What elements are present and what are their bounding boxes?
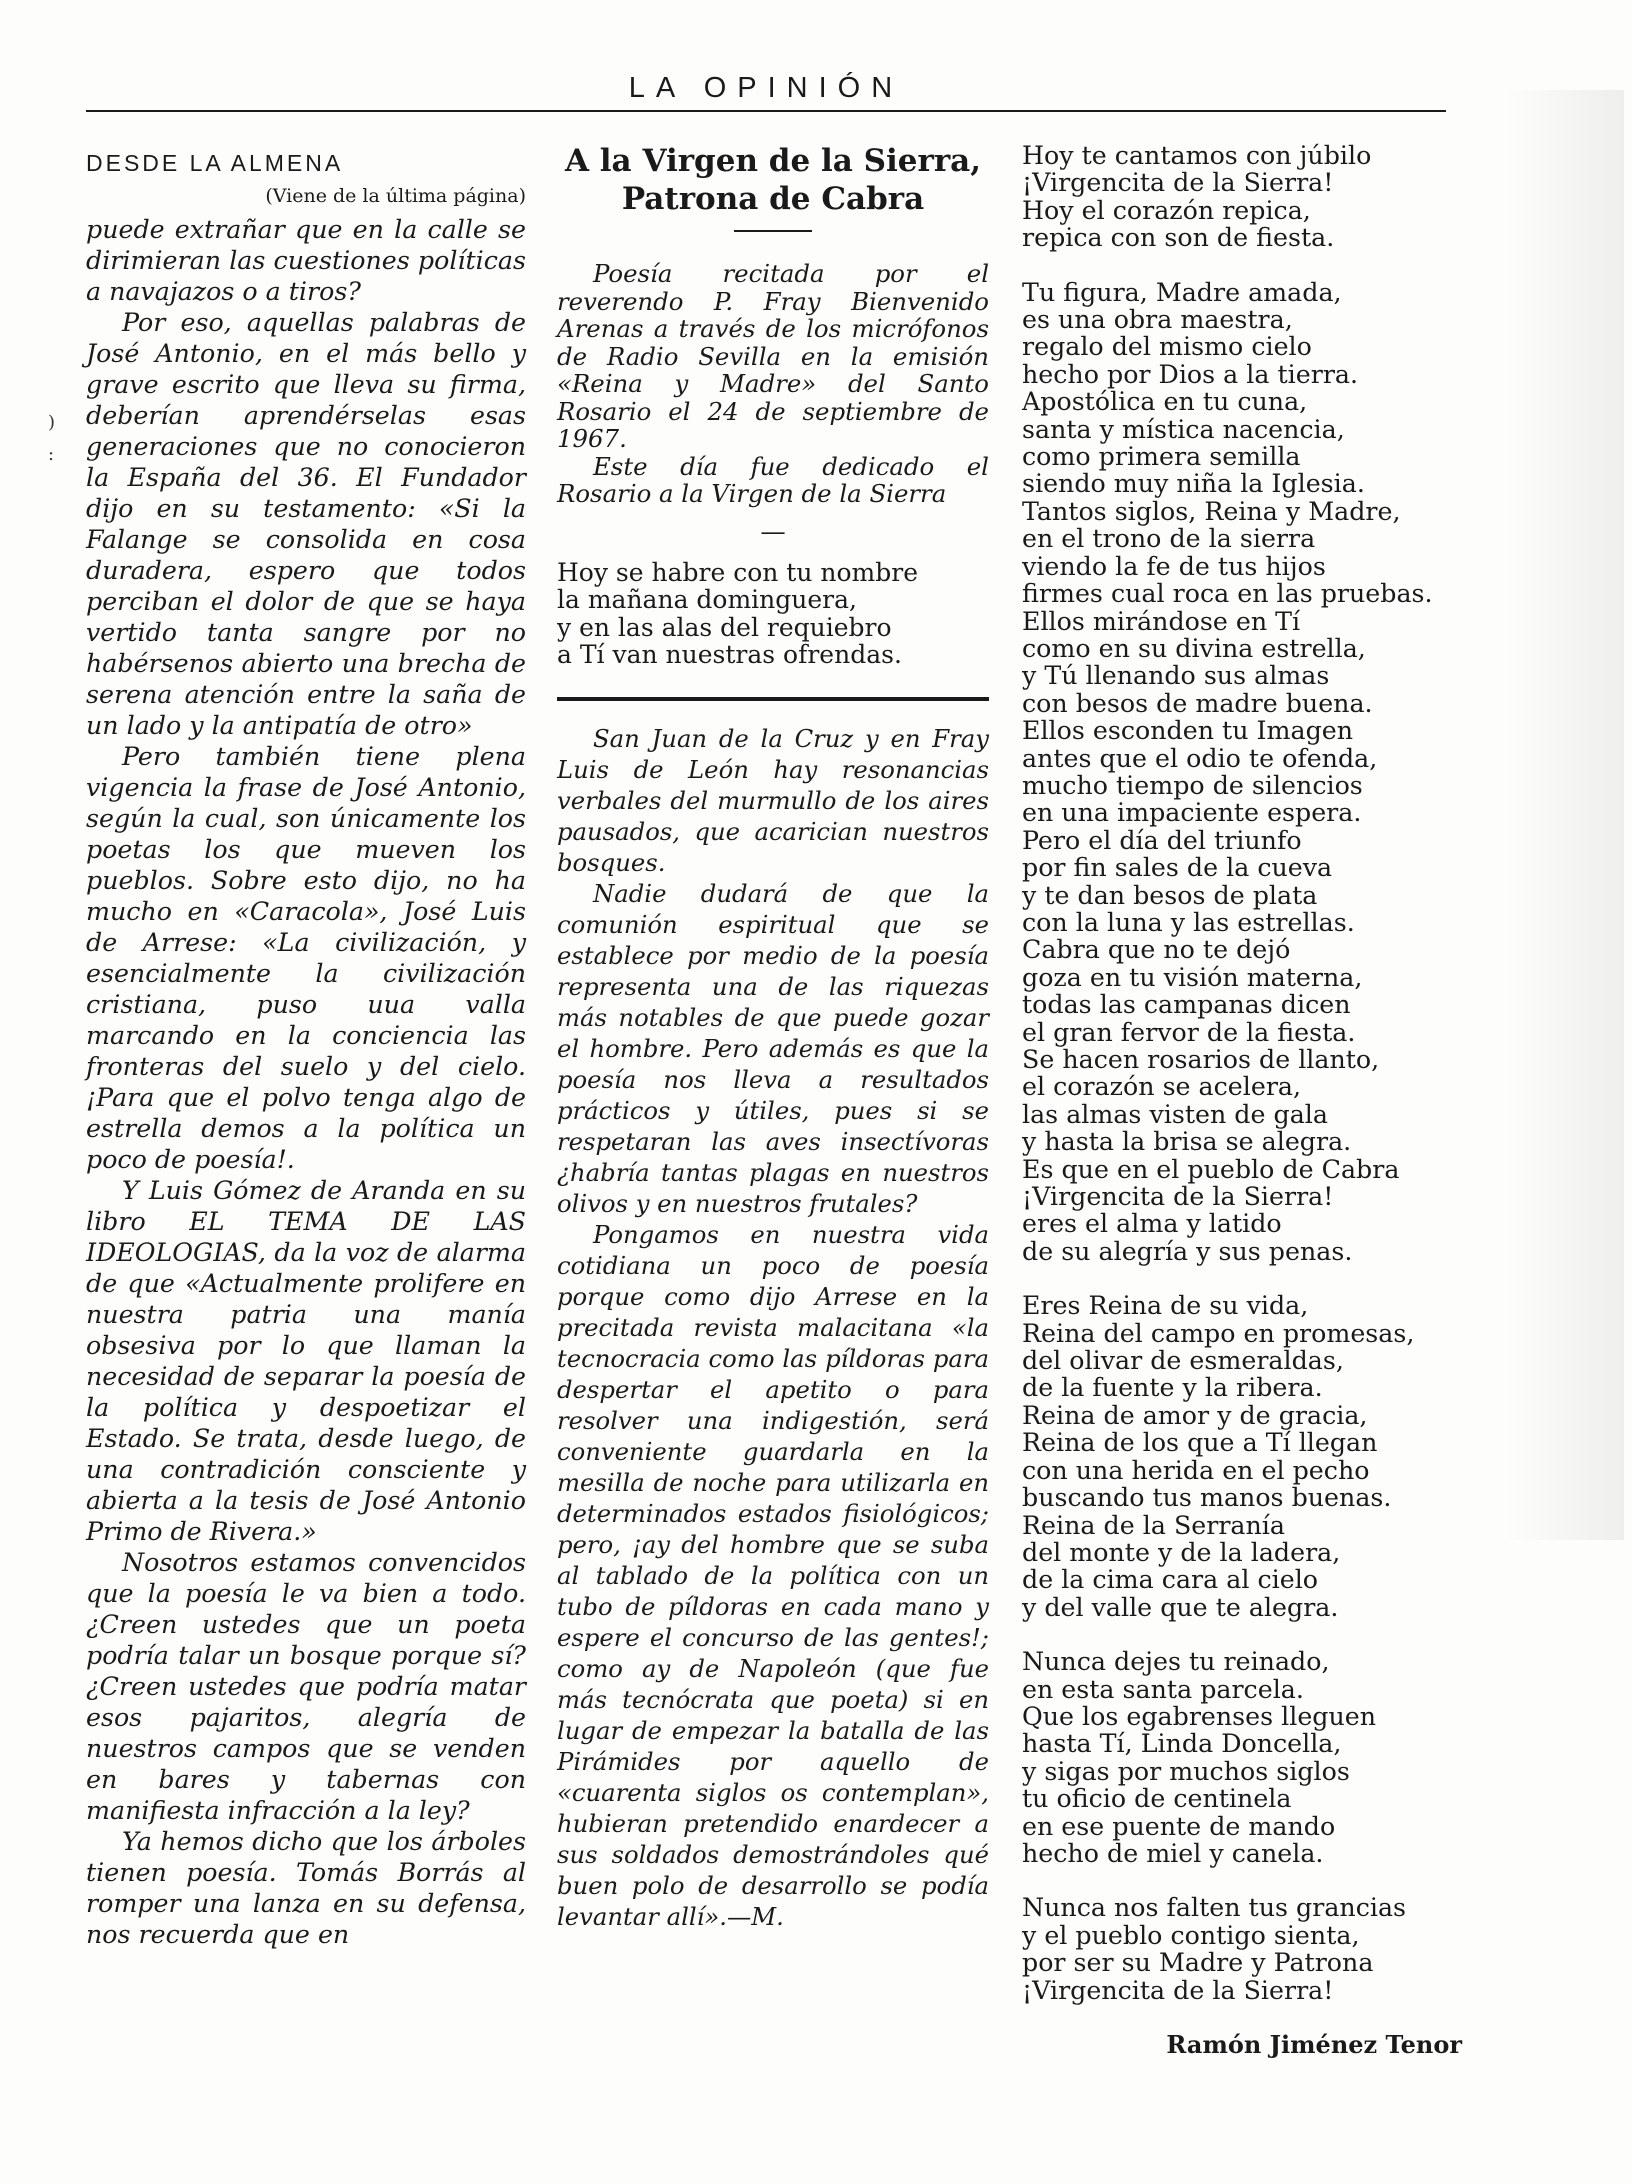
verse-line: y en las alas del requiebro <box>557 612 892 642</box>
poem-line: siendo muy niña la Iglesia. <box>1022 469 1365 499</box>
poem-line: firmes cual roca en las pruebas. <box>1022 579 1433 609</box>
poem-line: con una herida en el pecho <box>1022 1455 1370 1485</box>
poem-line: Nunca dejes tu reinado, <box>1022 1647 1330 1677</box>
paragraph: Nosotros estamos convencidos que la poesía le va bien a todo. ¿Creen ustedes que un poeta podría talar un bosque porque sí? ¿Creen ustedes que podría matar esos pajaritos, alegría de nuestros campos que se venden en bares y tabernas con manifiesta infracción a la ley? <box>86 1548 526 1825</box>
poem-line: de la cima cara al cielo <box>1022 1565 1319 1595</box>
title-line: Patrona de Cabra <box>621 181 925 217</box>
poem-line: y el pueblo contigo sienta, <box>1022 1920 1360 1950</box>
poem-line: eres el alma y latido <box>1022 1209 1282 1239</box>
poem-line: goza en tu visión materna, <box>1022 962 1363 992</box>
poem-line: ¡Virgencita de la Sierra! <box>1022 168 1334 198</box>
verse-line: a Tí van nuestras ofrendas. <box>557 640 902 669</box>
poem-line: y te dan besos de plata <box>1022 880 1318 910</box>
poem-line: Ellos mirándose en Tí <box>1022 606 1301 636</box>
section-kicker: DESDE LA ALMENA <box>86 150 344 176</box>
poem-line: las almas visten de gala <box>1022 1099 1328 1129</box>
poem-line: antes que el odio te ofenda, <box>1022 743 1378 773</box>
title-line: A la Virgen de la Sierra, <box>564 143 982 179</box>
poem-line: Eres Reina de su vida, <box>1022 1291 1309 1321</box>
poem-line: Es que en el pueblo de Cabra <box>1022 1154 1400 1184</box>
poem-signature: Ramón Jiménez Tenor <box>1166 2030 1462 2059</box>
margin-mark: : <box>48 444 55 465</box>
article-title <box>557 142 989 218</box>
poem-line: y hasta la brisa se alegra. <box>1022 1127 1352 1157</box>
poem-line: mucho tiempo de silencios <box>1022 770 1363 800</box>
poem-line: con besos de madre buena. <box>1022 688 1373 718</box>
margin-mark: ) <box>48 412 56 433</box>
poem-line: viendo la fe de tus hijos <box>1022 551 1326 581</box>
poem-line: de su alegría y sus penas. <box>1022 1236 1353 1266</box>
poem-line: el corazón se acelera, <box>1022 1072 1302 1102</box>
verse-line: la mañana dominguera, <box>557 585 857 614</box>
verse-line: Hoy se habre con tu nombre <box>557 557 918 587</box>
poem-line: en el trono de la sierra <box>1022 524 1316 554</box>
paragraph: puede extrañar que en la calle se dirimieran las cuestiones políticas a navajazos o a tiros? <box>86 215 526 306</box>
poem-line: buscando tus manos buenas. <box>1022 1483 1392 1513</box>
poem-line: Reina del campo en promesas, <box>1022 1318 1415 1348</box>
poem-stanza <box>1022 142 1462 252</box>
paragraph: Nadie dudará de que la comunión espiritual que se establece por medio de la poesía representa una de las riquezas más notables de que puede gozar el hombre. Pero además es que la poesía nos lleva a resultados prácticos y útiles, pues si se respetaran las aves insectívoras ¿habría tantas plagas en nuestros olivos y en nuestros frutales? <box>557 878 989 1218</box>
paragraph: Y Luis Gómez de Aranda en su libro EL TEMA DE LAS IDEOLOGIAS, da la voz de alarma de que «Actualmente prolifere en nuestra patria una manía obsesiva por lo que llaman la necesidad de separar la poesía de la política y despoetizar el Estado. Se trata, desde luego, de una contradición consciente y abierta a la tesis de José Antonio Primo de Rivera.» <box>86 1176 526 1546</box>
poem-line: Cabra que no te dejó <box>1022 935 1291 965</box>
page-header: LA OPINIÓN <box>628 72 904 104</box>
poem-line: hasta Tí, Linda Doncella, <box>1022 1729 1342 1759</box>
intro-paragraph: Este día fue dedicado el Rosario a la Virgen de la Sierra <box>557 451 989 508</box>
poem-line: y del valle que te alegra. <box>1022 1592 1339 1622</box>
poem-line: en esta santa parcela. <box>1022 1674 1304 1704</box>
article-intro <box>557 260 989 508</box>
poem-line: por fin sales de la cueva <box>1022 853 1333 883</box>
poem-line: del olivar de esmeraldas, <box>1022 1346 1344 1376</box>
poem-line: Pero el día del triunfo <box>1022 825 1302 855</box>
poem-line: repica con son de fiesta. <box>1022 223 1335 253</box>
article-body <box>557 723 989 1932</box>
poem-line: regalo del mismo cielo <box>1022 332 1312 362</box>
poem-line: Que los egabrenses lleguen <box>1022 1701 1377 1731</box>
poem-line: del monte y de la ladera, <box>1022 1537 1341 1567</box>
poem <box>1022 142 1462 2004</box>
poem-line: hecho de miel y canela. <box>1022 1838 1324 1868</box>
section-dash: — <box>760 516 786 546</box>
bleed-through-shadow <box>1504 90 1624 1540</box>
poem-stanza <box>1022 279 1462 1266</box>
intro-paragraph: Poesía recitada por el reverendo P. Fray Bienvenido Arenas a través de los micrófonos de Radio Sevilla en la emisión «Reina y Madre» del Santo Rosario el 24 de septiembre de 1967. <box>557 259 989 453</box>
poem-line: ¡Virgencita de la Sierra! <box>1022 1975 1334 2005</box>
title-rule <box>734 230 812 232</box>
poem-line: y Tú llenando sus almas <box>1022 661 1330 691</box>
poem-line: de la fuente y la ribera. <box>1022 1373 1323 1403</box>
column-poem <box>1022 142 1462 2058</box>
poem-line: Tu figura, Madre amada, <box>1022 277 1342 307</box>
column-article <box>557 142 989 1932</box>
poem-stanza <box>1022 1894 1462 2004</box>
poem-line: es una obra maestra, <box>1022 305 1293 335</box>
section-rule <box>557 697 989 701</box>
poem-line: el gran fervor de la fiesta. <box>1022 1017 1356 1047</box>
poem-line: santa y mística nacencia, <box>1022 414 1345 444</box>
poem-line: Tantos siglos, Reina y Madre, <box>1022 496 1401 526</box>
poem-line: como primera semilla <box>1022 442 1301 472</box>
poem-line: por ser su Madre y Patrona <box>1022 1948 1374 1978</box>
paragraph: Ya hemos dicho que los árboles tienen poesía. Tomás Borrás al romper una lanza en su defensa, nos recuerda que en <box>86 1827 526 1949</box>
poem-line: Reina de los que a Tí llegan <box>1022 1428 1378 1458</box>
poem-stanza <box>1022 1648 1462 1867</box>
poem-line: y sigas por muchos siglos <box>1022 1756 1350 1786</box>
poem-line: ¡Virgencita de la Sierra! <box>1022 1182 1334 1212</box>
poem-line: Se hacen rosarios de llanto, <box>1022 1045 1380 1074</box>
column-desde-la-almena <box>86 142 526 1950</box>
opening-verse <box>557 559 989 669</box>
poem-line: en una impaciente espera. <box>1022 798 1362 828</box>
paragraph: San Juan de la Cruz y en Fray Luis de León hay resonancias verbales del murmullo de los aires pausados, que acarician nuestros bosques. <box>557 723 989 877</box>
paragraph: Pero también tiene plena vigencia la frase de José Antonio, según la cual, son únicamente los poetas los que mueven los pueblos. Sobre esto dijo, no ha mucho en «Caracola», José Luis de Arrese: «La civilización, y esencialmente la civilización cristiana, puso uua valla marcando en la conciencia las fronteras del suelo y del cielo. ¡Para que el polvo tenga algo de estrella demos a la política un poco de poesía!. <box>86 742 526 1174</box>
poem-line: Nunca nos falten tus grancias <box>1022 1893 1407 1923</box>
poem-line: todas las campanas dicen <box>1022 990 1351 1020</box>
poem-line: Hoy el corazón repica, <box>1022 195 1311 225</box>
poem-line: como en su divina estrella, <box>1022 633 1366 663</box>
poem-line: Apostólica en tu cuna, <box>1022 387 1308 417</box>
poem-line: con la luna y las estrellas. <box>1022 907 1355 937</box>
poem-line: en ese puente de mando <box>1022 1811 1336 1841</box>
paragraph: Por eso, aquellas palabras de José Antonio, en el más bello y grave escrito que lleva su firma, deberían aprendérselas esas generaciones que no conocieron la España del 36. El Fundador dijo en su testamento: «Si la Falange se consolida en cosa duradera, espero que todos perciban el dolor de que se haya vertido tanta sangre por no habérsenos abierto una brecha de serena atención entre la saña de un lado y la antipatía de otro» <box>86 308 526 740</box>
poem-line: Reina de amor y de gracia, <box>1022 1400 1368 1430</box>
header-rule <box>86 110 1446 112</box>
continuation-note: (Viene de la última página) <box>265 185 526 207</box>
poem-line: Reina de la Serranía <box>1022 1510 1285 1540</box>
poem-line: Hoy te cantamos con júbilo <box>1022 141 1372 170</box>
paragraph: Pongamos en nuestra vida cotidiana un poco de poesía porque como dijo Arrese en la precitada revista malacitana «la tecnocracia como las píldoras para despertar el apetito o para resolver una indigestión, será conveniente guardarla en la mesilla de noche para utilizarla en determinados estados fisiológicos; pero, ¡ay del hombre que se suba al tablado de la política con un tubo de píldoras en cada mano y espere el concurso de las gentes!; como ay de Napoleón (que fue más tecnócrata que poeta) si en lugar de empezar la batalla de las Pirámides por aquello de «cuarenta siglos os contemplan», hubieran pretendido enardecer a sus soldados demostrándoles qué buen polo de desarrollo se podía levantar allí».—M. <box>557 1219 989 1931</box>
poem-line: hecho por Dios a la tierra. <box>1022 359 1359 389</box>
poem-line: Ellos esconden tu Imagen <box>1022 716 1354 746</box>
poem-line: tu oficio de centinela <box>1022 1784 1292 1814</box>
poem-stanza <box>1022 1292 1462 1621</box>
